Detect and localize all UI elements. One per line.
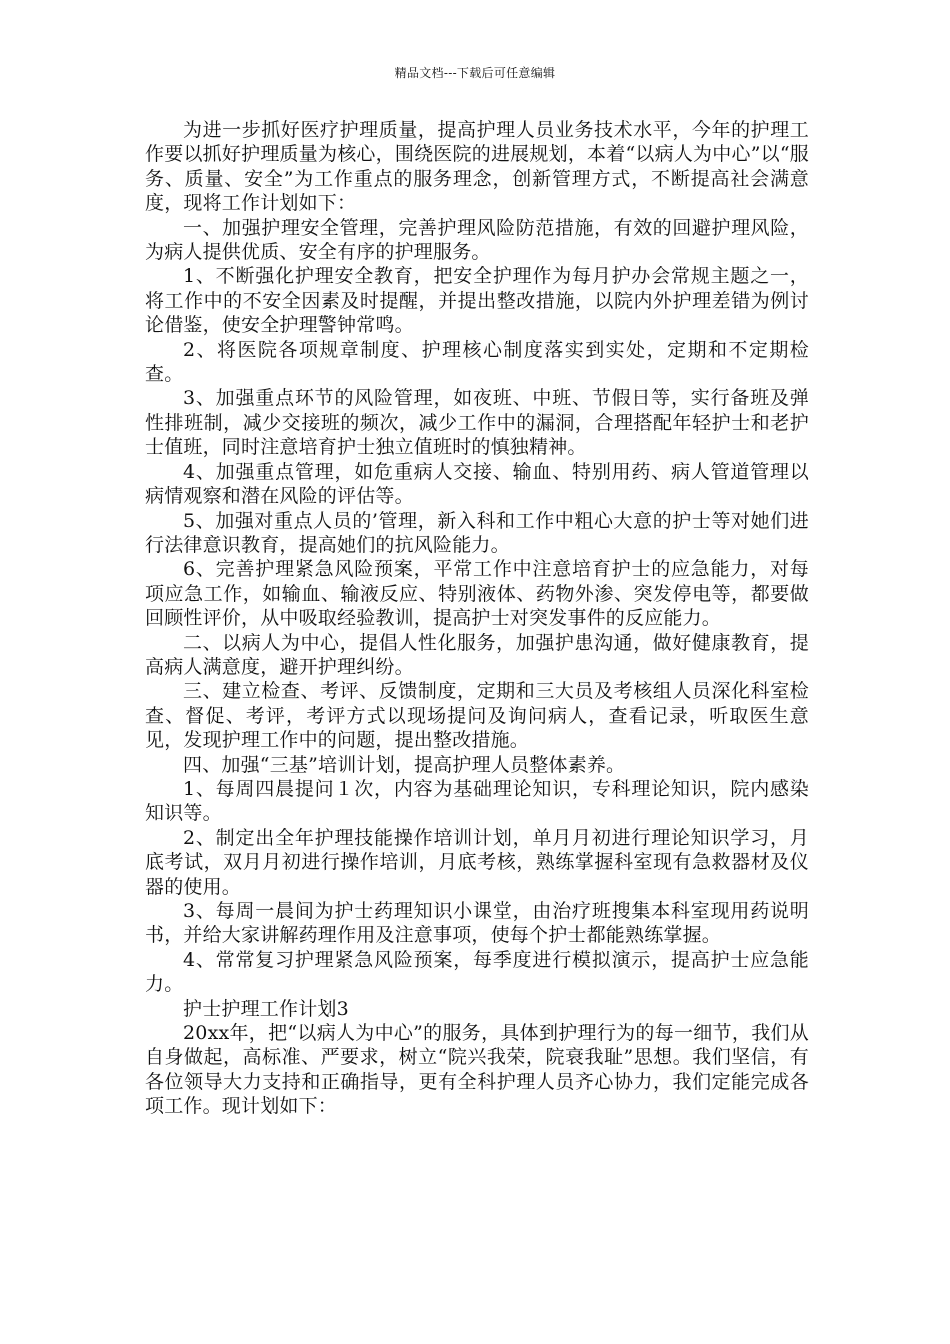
- paragraph-section-1: 一、加强护理安全管理，完善护理风险防范措施，有效的回避护理风险，为病人提供优质、安全有序的护理服务。: [145, 216, 809, 264]
- paragraph-section-3: 三、建立检查、考评、反馈制度，定期和三大员及考核组人员深化科室检查、督促、考评，考评方式以现场提问及询问病人，查看记录，听取医生意见，发现护理工作中的问题，提出整改措施。: [145, 680, 809, 752]
- paragraph-section-2: 二、以病人为中心，提倡人性化服务，加强护患沟通，做好健康教育，提高病人满意度，避开护理纠纷。: [145, 631, 809, 678]
- paragraph-intro: 为进一步抓好医疗护理质量，提高护理人员业务技术水平，今年的护理工作要以抓好护理质量为核心，围绕医院的进展规划，本着“以病人为中心”以“服务、质量、安全”为工作重点的服务理念，创新管理方式，不断提高社会满意度，现将工作计划如下：: [145, 119, 809, 215]
- paragraph-item-1-2: 2、将医院各项规章制度、护理核心制度落实到实处，定期和不定期检查。: [145, 338, 809, 386]
- paragraph-item-1-4: 4、加强重点管理，如危重病人交接、输血、特别用药、病人管道管理以病情观察和潜在风险的评估等。: [145, 460, 809, 508]
- section-title-plan-3: 护士护理工作计划3: [183, 997, 349, 1020]
- paragraph-item-1-1: 1、不断强化护理安全教育，把安全护理作为每月护办会常规主题之一，将工作中的不安全因素及时提醒，并提出整改措施，以院内外护理差错为例讨论借鉴，使安全护理警钟常鸣。: [145, 265, 809, 337]
- paragraph-item-1-6: 6、完善护理紧急风险预案，平常工作中注意培育护士的应急能力，对每项应急工作，如输血、输液反应、特别液体、药物外渗、突发停电等，都要做回顾性评价，从中吸取经验教训，提高护士对突发事件的反应能力。: [145, 558, 809, 630]
- paragraph-section-4: 四、加强“三基”培训计划，提高护理人员整体素养。: [183, 753, 626, 776]
- paragraph-item-4-4: 4、常常复习护理紧急风险预案，每季度进行模拟演示，提高护士应急能力。: [145, 948, 809, 996]
- paragraph-item-4-3: 3、每周一晨间为护士药理知识小课堂，由治疗班搜集本科室现用药说明书，并给大家讲解药理作用及注意事项，使每个护士都能熟练掌握。: [145, 900, 809, 947]
- paragraph-item-1-3: 3、加强重点环节的风险管理，如夜班、中班、节假日等，实行备班及弹性排班制，减少交接班的频次，减少工作中的漏洞，合理搭配年轻护士和老护士值班，同时注意培育护士独立值班时的慎独精神。: [145, 387, 809, 459]
- paragraph-item-4-1: 1、每周四晨提问１次，内容为基础理论知识，专科理论知识，院内感染知识等。: [145, 777, 809, 825]
- page-header: 精品文档---下载后可任意编辑: [394, 66, 556, 80]
- paragraph-item-4-2: 2、制定出全年护理技能操作培训计划，单月月初进行理论知识学习，月底考试，双月月初进行操作培训，月底考核，熟练掌握科室现有急救器材及仪器的使用。: [145, 826, 809, 898]
- document-body: [145, 118, 809, 1119]
- paragraph-item-1-5: 5、加强对重点人员的’管理，新入科和工作中粗心大意的护士等对她们进行法律意识教育，提高她们的抗风险能力。: [145, 509, 809, 556]
- paragraph-plan-3-intro: 20xx年，把“以病人为中心”的服务，具体到护理行为的每一细节，我们从自身做起，高标准、严要求，树立“院兴我荣，院衰我耻”思想。我们坚信，有各位领导大力支持和正确指导，更有全科护理人员齐心协力，我们定能完成各项工作。现计划如下：: [145, 1022, 809, 1118]
